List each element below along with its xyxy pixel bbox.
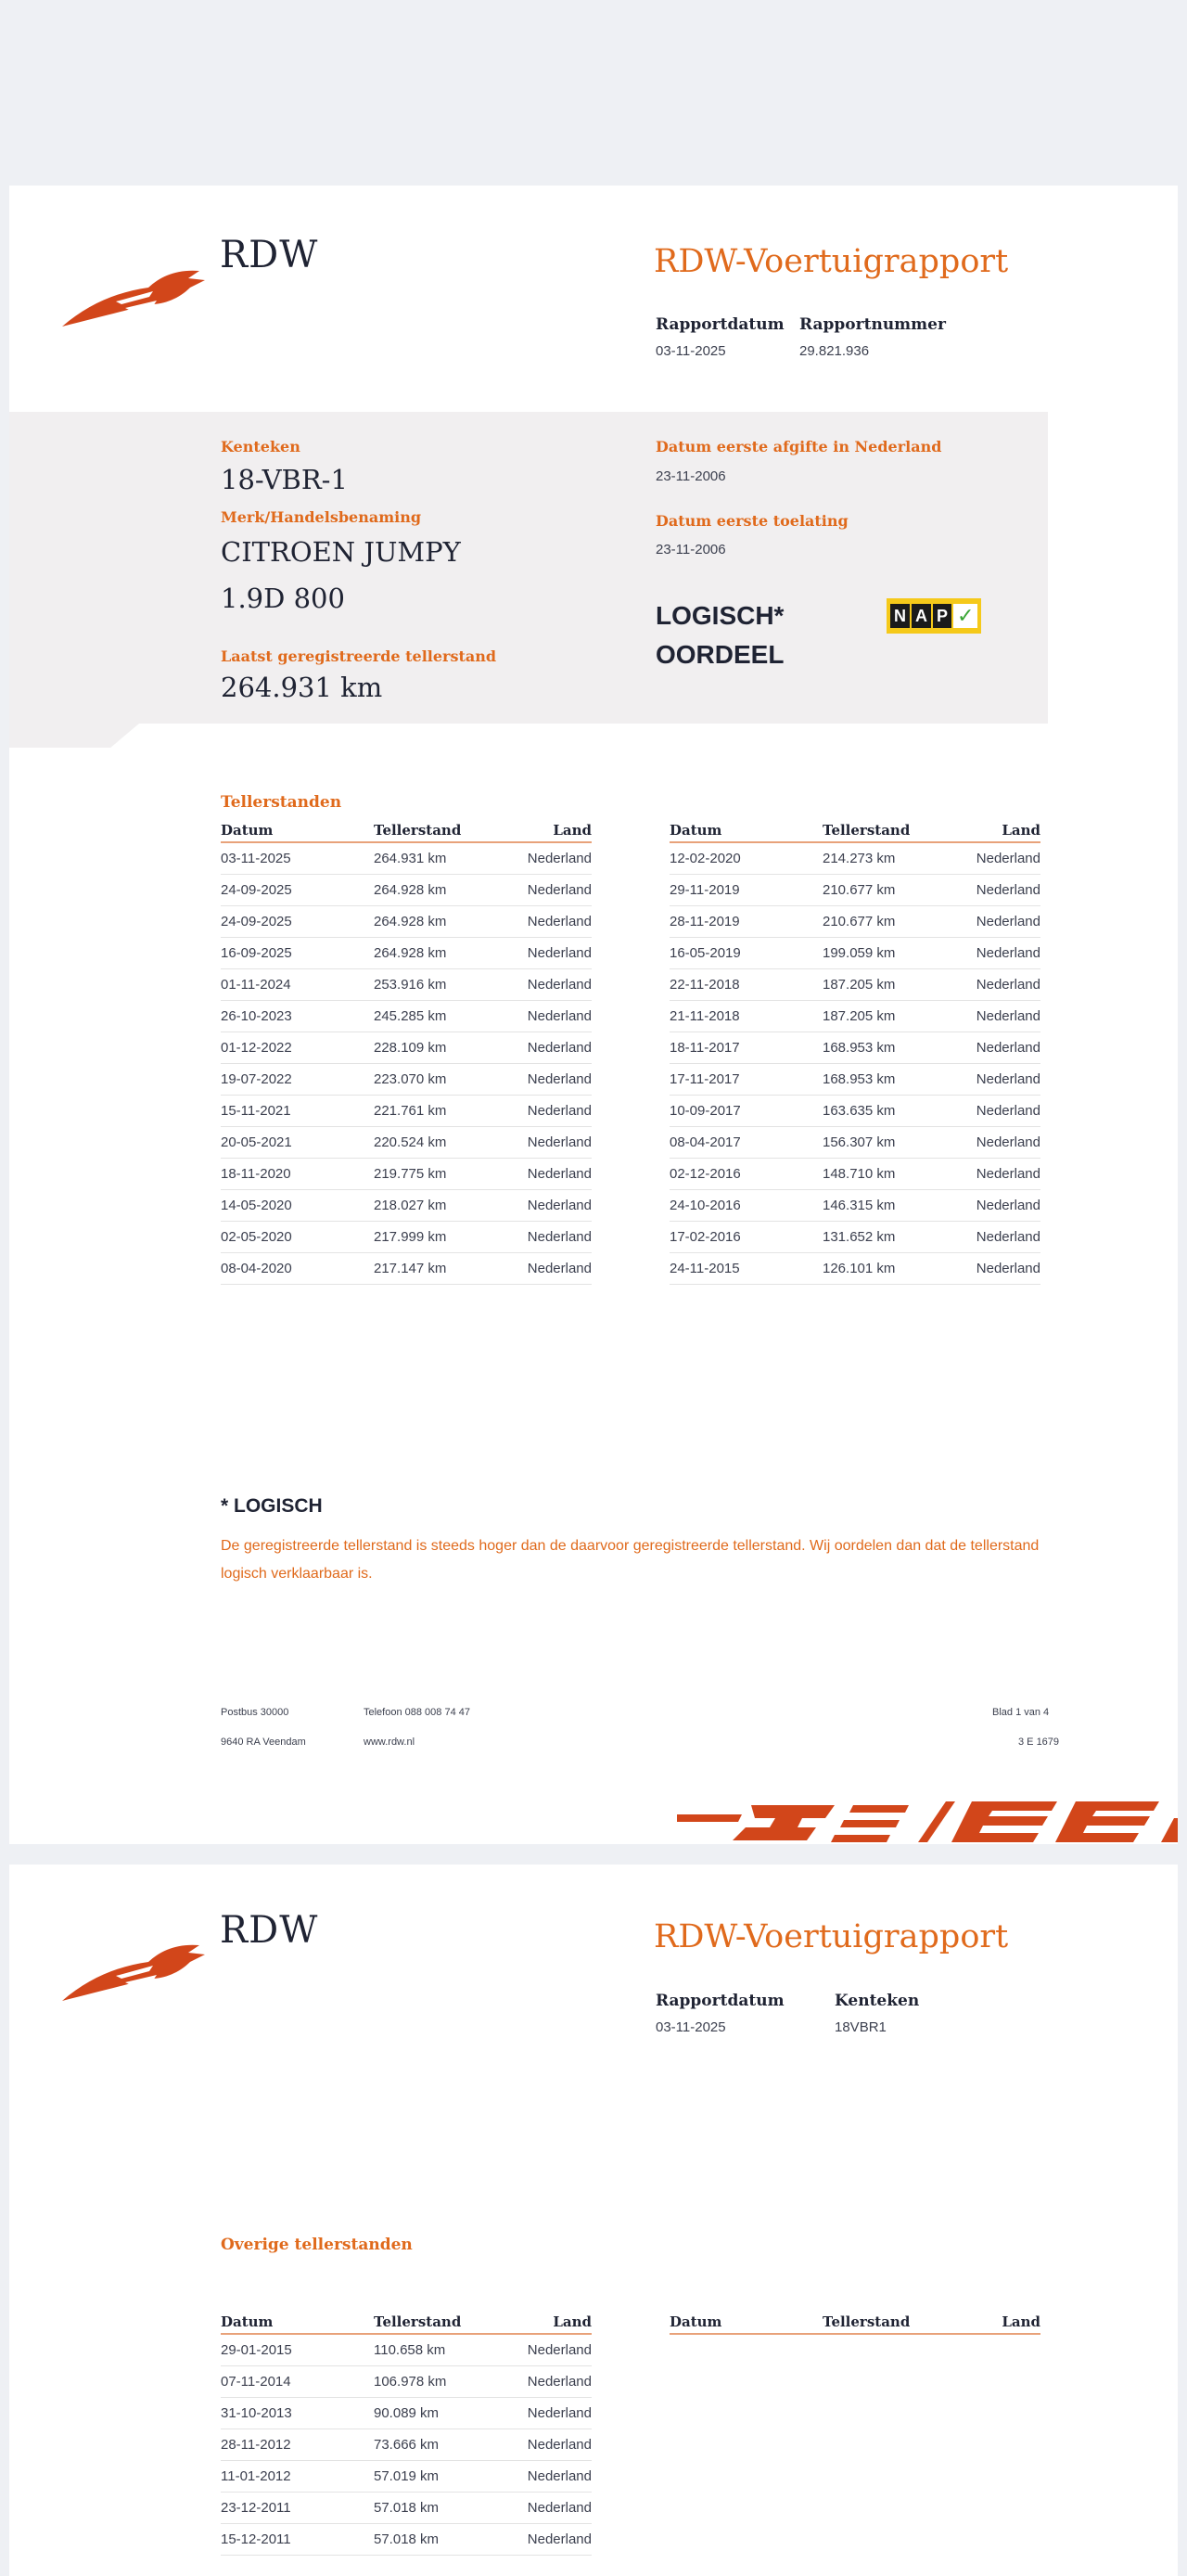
col-land: Land [517,818,592,842]
rdw-logo-icon [60,1925,209,2008]
table-row [221,1127,592,1159]
table-row [670,969,1040,1001]
col-tellerstand: Tellerstand [374,2310,517,2334]
cell-land: Nederland [966,906,1040,938]
brand-name: RDW [220,234,319,276]
cell-land: Nederland [517,1064,592,1096]
table-row [670,1253,1040,1285]
summary-panel [9,412,1048,724]
kenteken-value: 18-VBR-1 [221,464,348,495]
nap-badge [887,598,981,634]
cell-land: Nederland [966,969,1040,1001]
cell-tellerstand: 214.273 km [823,842,966,875]
cell-land: Nederland [517,875,592,906]
readings-table-left [221,818,592,1285]
cell-land: Nederland [966,1222,1040,1253]
col-datum: Datum [221,2310,374,2334]
cell-tellerstand: 223.070 km [374,1064,517,1096]
readings-title: Tellerstanden [221,793,342,812]
cell-datum: 15-12-2011 [221,2524,374,2556]
cell-land: Nederland [966,1127,1040,1159]
cell-land: Nederland [517,938,592,969]
meta-report-date-label: Rapportdatum [656,315,785,334]
cell-land: Nederland [517,1159,592,1190]
summary-panel-notch [9,724,139,748]
meta-report-date-value: 03-11-2025 [656,343,726,359]
cell-datum: 18-11-2017 [670,1032,823,1064]
cell-land: Nederland [517,2524,592,2556]
table-row [221,2398,592,2429]
cell-tellerstand: 57.018 km [374,2493,517,2524]
col-land: Land [966,2310,1040,2334]
other-readings-table-left [221,2310,592,2556]
cell-tellerstand: 131.652 km [823,1222,966,1253]
cell-tellerstand: 187.205 km [823,969,966,1001]
report-page-1 [9,186,1178,1844]
table-row [221,875,592,906]
table-row [670,938,1040,969]
cell-tellerstand: 228.109 km [374,1032,517,1064]
cell-land: Nederland [517,842,592,875]
cell-land: Nederland [517,1222,592,1253]
cell-tellerstand: 221.761 km [374,1096,517,1127]
cell-datum: 08-04-2017 [670,1127,823,1159]
nap-check-icon: ✓ [953,604,977,628]
table-row [221,1159,592,1190]
footer-page-number: Blad 1 van 4 [992,1707,1050,1718]
cell-land: Nederland [517,2493,592,2524]
rdw-logo-icon [60,250,209,334]
toelating-value: 23-11-2006 [656,542,726,557]
cell-datum: 21-11-2018 [670,1001,823,1032]
cell-tellerstand: 264.928 km [374,938,517,969]
toelating-label: Datum eerste toelating [656,512,849,530]
cell-datum: 01-12-2022 [221,1032,374,1064]
table-row [670,906,1040,938]
report-page-2 [9,1865,1178,2576]
table-row [221,1064,592,1096]
note-title: * LOGISCH [221,1495,323,1517]
nap-letter-p: P [933,604,951,628]
cell-tellerstand: 110.658 km [374,2334,517,2366]
cell-tellerstand: 90.089 km [374,2398,517,2429]
cell-tellerstand: 57.019 km [374,2461,517,2493]
meta-report-date-value: 03-11-2025 [656,2019,726,2035]
table-row [670,1222,1040,1253]
col-land: Land [517,2310,592,2334]
cell-tellerstand: 126.101 km [823,1253,966,1285]
cell-tellerstand: 219.775 km [374,1159,517,1190]
afgifte-label: Datum eerste afgifte in Nederland [656,438,942,455]
cell-land: Nederland [517,1096,592,1127]
cell-datum: 10-09-2017 [670,1096,823,1127]
brand-name: RDW [220,1909,319,1952]
cell-land: Nederland [517,2366,592,2398]
cell-datum: 29-01-2015 [221,2334,374,2366]
afgifte-value: 23-11-2006 [656,468,726,484]
cell-datum: 19-07-2022 [221,1064,374,1096]
cell-tellerstand: 210.677 km [823,906,966,938]
footer-web[interactable]: www.rdw.nl [364,1737,415,1748]
table-row [221,842,592,875]
table-row [221,938,592,969]
report-title: RDW-Voertuigrapport [654,243,1009,280]
cell-tellerstand: 146.315 km [823,1190,966,1222]
cell-land: Nederland [517,2461,592,2493]
cell-tellerstand: 264.928 km [374,906,517,938]
table-row [670,1064,1040,1096]
table-row [221,2524,592,2556]
nap-letter-a: A [912,604,931,628]
rdw-stripe-graphic [677,1798,1178,1844]
footer-postbus: Postbus 30000 [221,1707,289,1718]
col-datum: Datum [221,818,374,842]
cell-datum: 14-05-2020 [221,1190,374,1222]
table-row [221,1222,592,1253]
cell-land: Nederland [517,906,592,938]
table-row [221,2366,592,2398]
cell-tellerstand: 217.999 km [374,1222,517,1253]
verdict-line-1: LOGISCH* [656,601,785,630]
cell-tellerstand: 106.978 km [374,2366,517,2398]
col-land: Land [966,818,1040,842]
table-row [221,1001,592,1032]
cell-datum: 18-11-2020 [221,1159,374,1190]
cell-tellerstand: 57.018 km [374,2524,517,2556]
report-title: RDW-Voertuigrapport [654,1918,1009,1955]
cell-land: Nederland [966,875,1040,906]
cell-datum: 20-05-2021 [221,1127,374,1159]
table-row [221,2461,592,2493]
table-row [221,1190,592,1222]
table-row [221,906,592,938]
table-row [221,2334,592,2366]
cell-datum: 15-11-2021 [221,1096,374,1127]
cell-datum: 08-04-2020 [221,1253,374,1285]
cell-datum: 24-09-2025 [221,875,374,906]
cell-datum: 12-02-2020 [670,842,823,875]
table-row [670,1096,1040,1127]
cell-datum: 31-10-2013 [221,2398,374,2429]
cell-land: Nederland [966,1159,1040,1190]
cell-land: Nederland [517,1253,592,1285]
cell-datum: 24-10-2016 [670,1190,823,1222]
stand-label: Laatst geregistreerde tellerstand [221,647,497,665]
table-row [221,2429,592,2461]
cell-tellerstand: 163.635 km [823,1096,966,1127]
cell-land: Nederland [966,1001,1040,1032]
cell-datum: 28-11-2012 [221,2429,374,2461]
table-row [670,1032,1040,1064]
table-row [670,1159,1040,1190]
note-text: De geregistreerde tellerstand is steeds hoger dan de daarvoor geregistreerde tellerstand. Wij oordelen dan dat de tellerstand logisch verklaarbaar is. [221,1538,1040,1582]
table-row [221,1096,592,1127]
cell-land: Nederland [517,2398,592,2429]
footer-address: 9640 RA Veendam [221,1737,306,1748]
cell-tellerstand: 245.285 km [374,1001,517,1032]
footer-code: 3 E 1679 [1018,1737,1060,1748]
cell-land: Nederland [517,1127,592,1159]
cell-land: Nederland [966,938,1040,969]
col-tellerstand: Tellerstand [374,818,517,842]
footer-phone: Telefoon 088 008 74 47 [364,1707,470,1718]
col-tellerstand: Tellerstand [823,2310,966,2334]
cell-tellerstand: 156.307 km [823,1127,966,1159]
model-value: 1.9D 800 [221,583,345,614]
kenteken-label: Kenteken [221,438,300,455]
cell-land: Nederland [517,2334,592,2366]
cell-datum: 03-11-2025 [221,842,374,875]
meta-report-number-value: 29.821.936 [799,343,870,359]
cell-land: Nederland [966,842,1040,875]
cell-tellerstand: 253.916 km [374,969,517,1001]
meta-kenteken-value: 18VBR1 [835,2019,887,2035]
cell-datum: 22-11-2018 [670,969,823,1001]
col-datum: Datum [670,2310,823,2334]
cell-land: Nederland [517,2429,592,2461]
cell-datum: 11-01-2012 [221,2461,374,2493]
nap-letter-n: N [890,604,910,628]
meta-report-number-label: Rapportnummer [799,315,946,334]
cell-datum: 02-05-2020 [221,1222,374,1253]
cell-datum: 17-02-2016 [670,1222,823,1253]
cell-datum: 01-11-2024 [221,969,374,1001]
cell-land: Nederland [517,1190,592,1222]
cell-land: Nederland [517,1032,592,1064]
table-row [221,1253,592,1285]
cell-tellerstand: 210.677 km [823,875,966,906]
merk-label: Merk/Handelsbenaming [221,508,422,526]
table-row [670,875,1040,906]
readings-table-right [670,818,1040,1285]
table-row [670,842,1040,875]
table-row [670,1127,1040,1159]
table-row [221,2493,592,2524]
meta-report-date-label: Rapportdatum [656,1992,785,2010]
cell-land: Nederland [517,969,592,1001]
cell-tellerstand: 264.931 km [374,842,517,875]
cell-datum: 17-11-2017 [670,1064,823,1096]
cell-datum: 26-10-2023 [221,1001,374,1032]
cell-tellerstand: 73.666 km [374,2429,517,2461]
cell-land: Nederland [966,1253,1040,1285]
merk-value: CITROEN JUMPY [221,536,461,568]
cell-datum: 02-12-2016 [670,1159,823,1190]
cell-datum: 24-11-2015 [670,1253,823,1285]
cell-tellerstand: 168.953 km [823,1032,966,1064]
table-row [221,969,592,1001]
cell-datum: 24-09-2025 [221,906,374,938]
table-row [670,1190,1040,1222]
meta-kenteken-label: Kenteken [835,1992,920,2010]
stand-value: 264.931 km [221,672,383,703]
other-readings-title: Overige tellerstanden [221,2236,413,2254]
cell-datum: 29-11-2019 [670,875,823,906]
table-row [221,1032,592,1064]
cell-tellerstand: 220.524 km [374,1127,517,1159]
cell-land: Nederland [966,1032,1040,1064]
cell-datum: 16-09-2025 [221,938,374,969]
cell-datum: 28-11-2019 [670,906,823,938]
cell-tellerstand: 199.059 km [823,938,966,969]
cell-tellerstand: 168.953 km [823,1064,966,1096]
table-row [670,1001,1040,1032]
cell-datum: 07-11-2014 [221,2366,374,2398]
cell-land: Nederland [966,1096,1040,1127]
other-readings-table-right [670,2310,1040,2335]
verdict-line-2: OORDEEL [656,640,785,669]
cell-tellerstand: 218.027 km [374,1190,517,1222]
cell-tellerstand: 217.147 km [374,1253,517,1285]
cell-tellerstand: 187.205 km [823,1001,966,1032]
cell-tellerstand: 148.710 km [823,1159,966,1190]
col-tellerstand: Tellerstand [823,818,966,842]
cell-datum: 23-12-2011 [221,2493,374,2524]
cell-tellerstand: 264.928 km [374,875,517,906]
col-datum: Datum [670,818,823,842]
cell-land: Nederland [966,1190,1040,1222]
cell-land: Nederland [966,1064,1040,1096]
cell-land: Nederland [517,1001,592,1032]
cell-datum: 16-05-2019 [670,938,823,969]
